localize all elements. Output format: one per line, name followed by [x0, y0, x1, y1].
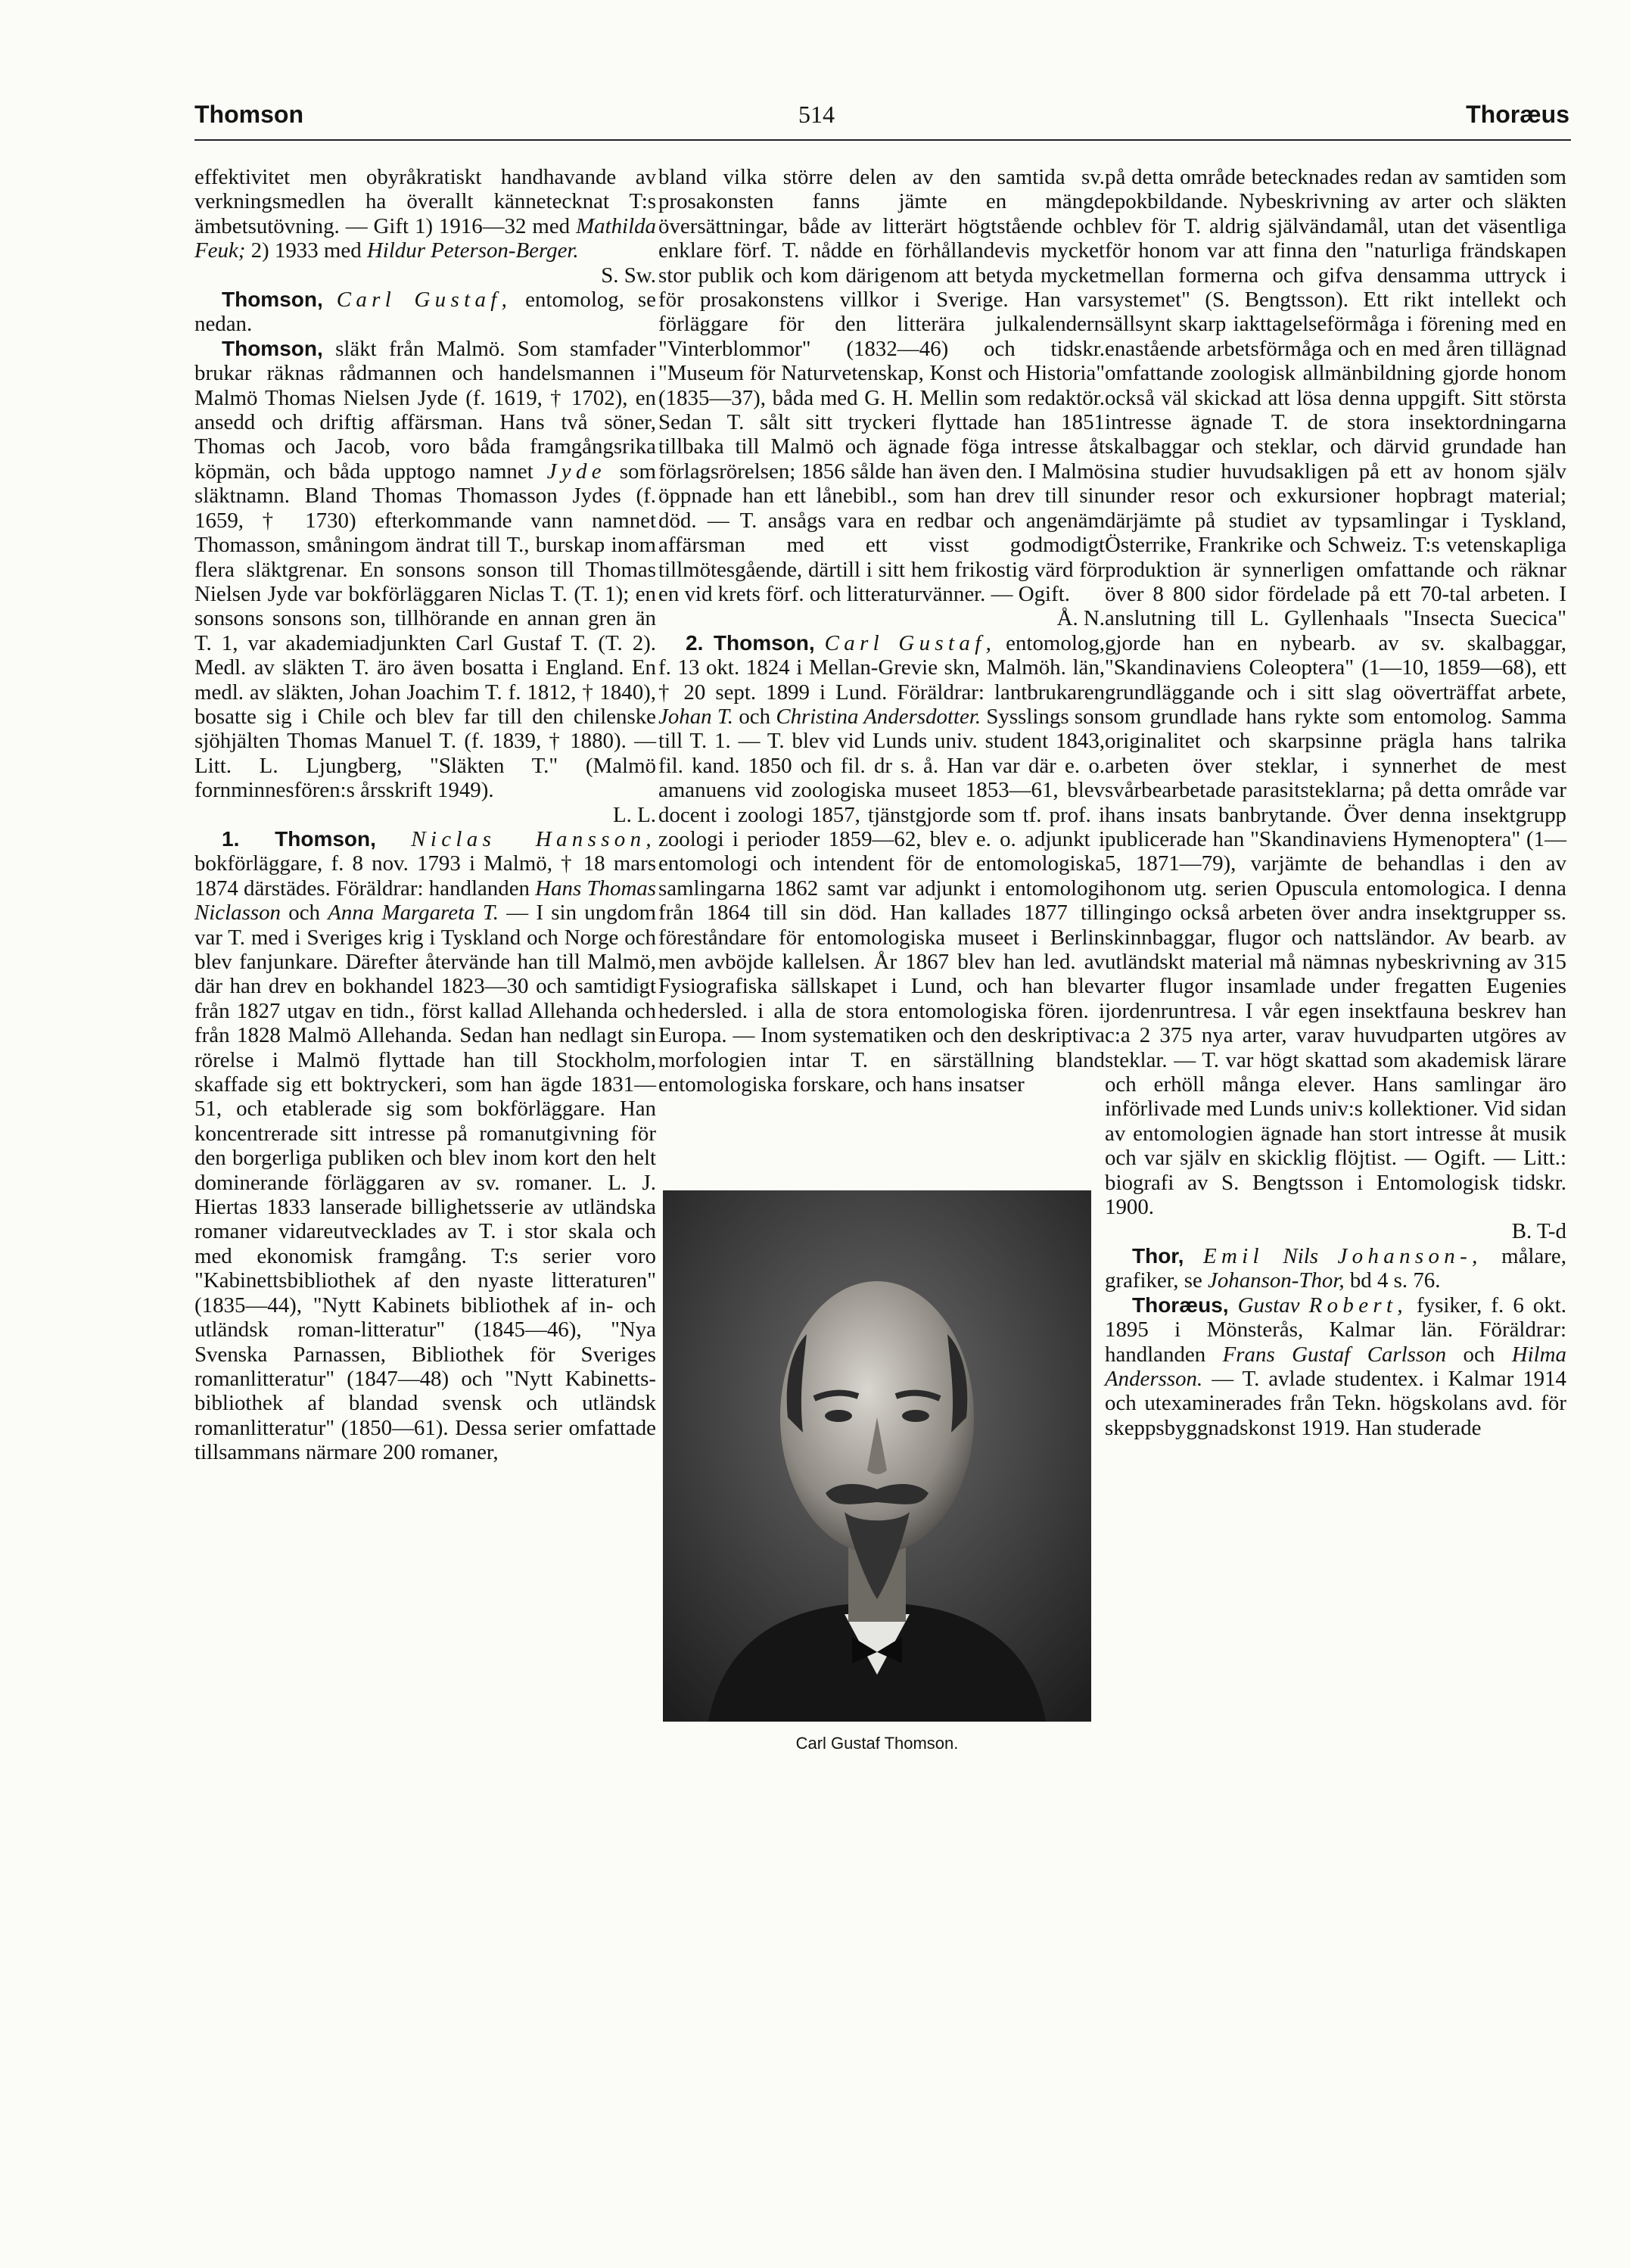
entry-thor-emil: [1105, 1244, 1566, 1293]
author-signature: L. L.: [613, 802, 656, 827]
text: målare, grafiker, se: [1105, 1243, 1566, 1293]
portrait-image: [663, 1190, 1091, 1722]
parent-name: Frans Gustaf Carlsson: [1222, 1342, 1447, 1367]
spouse-name: Mathilda Feuk;: [194, 213, 656, 263]
parent-name: Anna Margareta T.: [328, 901, 499, 926]
given-names: Carl Gustaf,: [824, 630, 997, 655]
spaced-name: Jyde: [546, 459, 606, 484]
author-signature: S. Sw.: [601, 263, 656, 288]
parent-name: Johan T.: [658, 704, 734, 729]
author-signature: B. T-d: [1511, 1219, 1566, 1244]
author-signature: Å. N.: [1056, 606, 1105, 631]
given-names: Niclas Hansson,: [411, 826, 656, 851]
header-rule: [194, 139, 1571, 141]
entry-carl-gustaf-thomson: [658, 631, 1105, 1097]
text: entomolog, f. 13 okt. 1824 i Mellan-Grevie skn, Malmöh. län, † 20 sept. 1899 i Lund. Föräldrar: lantbrukaren: [658, 630, 1105, 705]
column-1: [194, 165, 656, 1465]
entry-continuation: på detta område betecknades redan av samtiden som epokbildande. Nybeskrivning av arter och släkten blev för T. aldrig självändamål, utan det väsentliga för honom var att finna den "naturliga frändskapen mellan formerna och gifva densamma uttryck i systemet" (S. Bengtsson). Ett rikt intellekt och sällsynt skarp iakttagelseförmåga i förening med en enastående arbetsförmåga och en med åren tillägnad omfattande zoologisk allmänbildning gjorde honom också väl skickad att lösa denna uppgift. Sitt största intresse ägnade T. de stora insektordningarna skalbaggar och steklar, och därvid grundade han sina studier huvudsakligen på ett av honom själv under resor och exkursioner hopbragt material; därjämte på studiet av typsamlingar i Tyskland, Österrike, Frankrike och Schweiz. T:s vetenskapliga produktion är synnerligen omfattande och räknar över 8 800 sidor fördelade på ett 70-tal arbeten. I anslutning till L. Gyllenhaals "Insecta Suecica" gjorde han en nybearb. av sv. skalbaggar, "Skandinaviens Coleoptera" (1—10, 1859—68), ett grundläggande och i sitt slag oöverträffat arbete, som grundlade hans rykte som entomolog. Samma originalitet och skarpsinne prägla hans talrika arbeten över steklar, i synnerhet de mest svårbearbetade parasitsteklarna; på detta område var hans insats banbrytande. Över denna insektgrupp publicerade han "Skandinaviens Hymenoptera" (1—5, 1871—79), varjämte de behandlas i den av honom utg. serien Opuscula entomologica. I denna ingingo också arbeten över andra insektgrupper ss. skinnbaggar, flugor och nattsländor. Av bearb. av utländskt material må nämnas nybeskrivning av 315 arter flugor insamlade under fregatten Eugenies jordenruntresa. I vår egen insektfauna beskrev han c:a 2 375 nya arter, varav huvudparten utgöres av steklar. — T. var högt skattad som akademisk lärare och erhöll många elever. Hans samlingar äro införlivade med Lunds univ:s kollektioner. Vid sidan av entomologien ägnade han stort intresse åt musik och var själv en skicklig flöjtist. — Ogift. — Litt.: biografi av S. Bengtsson i Entomologisk tidskr. 1900.: [1105, 165, 1566, 1220]
running-head-right: Thoræus: [1466, 101, 1569, 128]
column-3: [1105, 165, 1566, 1440]
portrait-caption: Carl Gustaf Thomson.: [795, 1734, 959, 1753]
given-names: Johanson-,: [1337, 1243, 1482, 1268]
text: — T. avlade studentex. i Kalmar 1914 och utexaminerades från Tekn. högskolans avd. för skeppsbyggnadskonst 1919. Han studerade: [1105, 1366, 1566, 1440]
text: släkt från Malmö. Som stamfader brukar räknas rådmannen och handelsmannen i Malmö Thomas Nielsen Jyde (f. 1619, † 1702), en ansedd och driftig affärsman. Hans två söner, Thomas och Jacob, voro båda framgångsrika köpmän, och båda upptogo namnet: [194, 336, 656, 484]
text: bd 4 s. 76.: [1349, 1268, 1441, 1293]
entry-thomson-family: [194, 337, 656, 803]
entry-thoraeus-gustav-robert: [1105, 1293, 1566, 1440]
text: och: [1463, 1342, 1495, 1367]
spouse-name: Hildur Peterson-Berger.: [366, 238, 579, 263]
headword: Thor,: [1132, 1243, 1184, 1268]
given-names: Nils: [1283, 1243, 1318, 1268]
text: och: [739, 704, 771, 729]
parent-name: Hans Thomas Niclasson: [194, 876, 656, 926]
text: fysiker, f. 6 okt. 1895 i Mönsterås, Kalmar län. Föräldrar: handlanden: [1105, 1293, 1566, 1367]
page-number: 514: [798, 101, 835, 128]
headword: Thoræus,: [1132, 1293, 1229, 1317]
headword: 2. Thomson,: [686, 630, 815, 655]
headword: 1. Thomson,: [222, 826, 376, 851]
entry-continuation: [194, 165, 656, 263]
text: effektivitet men obyråkratiskt handhavande av verkningsmedlen ha överallt kännetecknat T:s ämbetsutövning. — Gift 1) 1916—32 med: [194, 165, 656, 238]
cross-reference: Johanson-Thor,: [1208, 1268, 1345, 1293]
given-names: Carl Gustaf,: [336, 288, 512, 313]
given-names: Robert,: [1308, 1293, 1408, 1318]
running-head-left: Thomson: [194, 101, 303, 128]
entry-continuation: bland vilka större delen av den samtida sv. prosakonsten fanns jämte en mängd översättningar, både av litterärt högtstående och enklare förf. T. nådde en förhållandevis mycket stor publik och kom därigenom att betyda mycket för prosakonstens villkor i Sverige. Han var förläggare för den litterära julkalendern "Vinterblommor" (1832—46) och tidskr. "Museum för Naturvetenskap, Konst och Historia" (1835—37), båda med G. H. Mellin som redaktör. Sedan T. sålt sitt tryckeri flyttade han 1851 tillbaka till Malmö och ägnade föga intresse åt förlagsrörelsen; 1856 sålde han även den. I Malmö öppnade han ett lånebibl., som han drev till sin död. — T. ansågs vara en redbar och angenäm affärsman med ett visst godmodigt tillmötesgående, därtill i sitt hem frikostig värd för en vid krets förf. och litteraturvänner. — Ogift.: [658, 165, 1105, 606]
text: — I sin ungdom var T. med i Sveriges krig i Tyskland och Norge och blev fanjunkare. Därefter återvände han till Malmö, där han drev en bokhandel 1823—30 och samtidigt från 1827 utgav en tidn., först kallad Allehanda och från 1828 Malmö Allehanda. Sedan han nedlagt sin rörelse i Malmö flyttade han till Stockholm, skaffade sig ett boktryckeri, som han ägde 1831—51, och etablerade sig som bokförläggare. Han koncentrerade sitt intresse på romanutgivning för den borgerliga publiken och blev inom kort den helt dominerande förläggaren av sv. romaner. L. J. Hiertas 1833 lanserade billighetsserie av utländska romaner vidareutvecklades av T. i stor skala och med ekonomisk framgång. T:s serier voro "Kabinettsbibliothek af den nyaste litteraturen" (1835—44), "Nytt Kabinets bibliothek af in- och utländsk roman-litteratur" (1845—46), "Nya Svenska Parnassen, Bibliothek för Sveriges romanlitteratur" (1847—48) och "Nytt Kabinetts-bibliothek af blandad svensk och utländsk romanlitteratur" (1850—61). Dessa serier omfattade tillsammans närmare 200 romaner,: [194, 901, 656, 1465]
given-names: Gustav: [1237, 1293, 1300, 1318]
headword: Thomson,: [222, 288, 323, 312]
parent-name: Hilma Andersson.: [1105, 1342, 1566, 1391]
given-names: Emil: [1202, 1243, 1264, 1268]
text: Sysslings son till T. 1. — T. blev vid Lunds univ. student 1843, fil. kand. 1850 och fil. dr s. å. Han var där e. o. amanuens vid zoologiska museet 1853—61, blev docent i zoologi 1857, tjänstgjorde som tf. prof. i zoologi i perioder 1859—62, blev e. o. adjunkt i entomologi och intendent för de entomologiska samlingarna 1862 samt var adjunkt i entomologi från 1864 till sin död. Han kallades 1877 till föreståndare för entomologiska museet i Berlin men avböjde kallelsen. År 1867 blev han led. av Fysiografiska sällskapet i Lund, och han blev hedersled. i alla de stora entomologiska fören. i Europa. — Inom systematiken och den deskriptiva morfologien intar T. en särställning bland entomologiska forskare, och hans insatser: [658, 704, 1105, 1097]
text: entomolog, se nedan.: [194, 288, 656, 337]
entry-niclas-hansson-thomson: [194, 827, 656, 1465]
text: bokförläggare, f. 8 nov. 1793 i Malmö, † 18 mars 1874 därstädes. Föräldrar: handlanden: [194, 851, 656, 901]
text: 2) 1933 med: [250, 238, 362, 263]
column-2: [658, 165, 1105, 1097]
portrait-photo: [663, 1190, 1091, 1722]
entry-thomson-carl-gustaf-ref: [194, 288, 656, 337]
headword: Thomson,: [222, 336, 323, 360]
text: och: [288, 901, 320, 926]
parent-name: Christina Andersdotter.: [776, 704, 981, 729]
text: som släktnamn. Bland Thomas Thomasson Jydes (f. 1659, † 1730) efterkommande vann namnet Thomasson, småningom ändrat till T., burskap inom flera släktgrenar. En sonsons sonson till Thomas Nielsen Jyde var bokförläggaren Niclas T. (T. 1); en sonsons sonsons son, tillhörande en annan gren än T. 1, var akademiadjunkten Carl Gustaf T. (T. 2). Medl. av släkten T. äro även bosatta i England. En medl. av släkten, Johan Joachim T. f. 1812, † 1840), bosatte sig i Chile och blev far till den chilenske sjöhjälten Thomas Manuel T. (f. 1839, † 1880). — Litt. L. Ljungberg, "Släkten T." (Malmö fornminnesfören:s årsskrift 1949).: [194, 459, 656, 803]
